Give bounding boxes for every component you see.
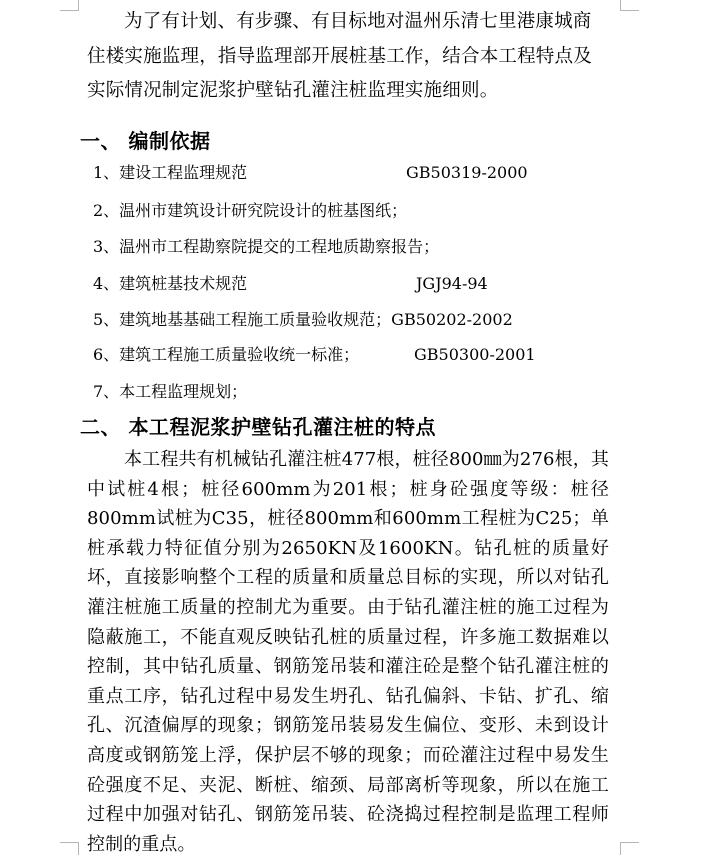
list-item [93, 272, 488, 296]
intro-text: 为了有计划、有步骤、有目标地对温州乐清七里港康城商住楼实施监理，指导监理部开展桩基工作，结合本工程特点及实际情况制定泥浆护壁钻孔灌注桩监理实施细则。 [87, 11, 592, 101]
list-item-label: 4、建筑桩基技术规范 [93, 274, 248, 293]
list-item-label: 3、温州市工程勘察院提交的工程地质勘察报告； [93, 237, 440, 256]
list-item [93, 235, 439, 259]
list-item-label: 5、建筑地基基础工程施工质量验收规范；GB50202-2002 [93, 310, 513, 329]
margin-mark-bottom-left [60, 842, 79, 855]
list-item [93, 199, 407, 223]
list-item-code: GB50319-2000 [406, 163, 528, 182]
list-item-code: GB50300-2001 [414, 345, 536, 364]
body-paragraph [87, 445, 609, 859]
list-item [93, 343, 536, 367]
list-item-code: JGJ94-94 [416, 274, 488, 293]
list-item-label: 6、建筑工程施工质量验收统一标准； [93, 345, 360, 364]
list-item-label: 2、温州市建筑设计研究院设计的桩基图纸； [93, 201, 408, 220]
margin-mark-top-left [60, 0, 79, 11]
body-text: 本工程共有机械钻孔灌注桩477根，桩径800㎜为276根，其中试桩4根；桩径600mm为201根；桩身砼强度等级：桩径800mm试桩为C35，桩径800mm和600mm工程桩为C25；单桩承载力特征值分别为2650KN及1600KN。钻孔桩的质量好坏，直接影响整个工程的质量和质量总目标的实现，所以对钻孔灌注桩施工质量的控制尤为重要。由于钻孔灌注桩的施工过程为隐蔽施工，不能直观反映钻孔桩的质量过程，许多施工数据难以控制，其中钻孔质量、钢筋笼吊装和灌注砼是整个钻孔灌注桩的重点工序，钻孔过程中易发生坍孔、钻孔偏斜、卡钻、扩孔、缩孔、沉渣偏厚的现象；钢筋笼吊装易发生偏位、变形、未到设计高度或钢筋笼上浮，保护层不够的现象；而砼灌注过程中易发生砼强度不足、夹泥、断桩、缩颈、局部离析等现象，所以在施工过程中加强对钻孔、钢筋笼吊装、砼浇捣过程控制是监理工程师控制的重点。 [87, 449, 609, 855]
list-item [93, 380, 247, 404]
intro-paragraph [87, 5, 609, 109]
margin-mark-bottom-right [620, 842, 639, 855]
section-heading-characteristics: 二、 本工程泥浆护壁钻孔灌注桩的特点 [80, 415, 436, 439]
section-heading-basis: 一、 编制依据 [80, 129, 211, 153]
list-item [93, 161, 528, 185]
margin-mark-top-right [620, 0, 639, 11]
list-item-label: 7、本工程监理规划； [93, 382, 248, 401]
list-item [93, 308, 513, 332]
list-item-label: 1、建设工程监理规范 [93, 163, 248, 182]
